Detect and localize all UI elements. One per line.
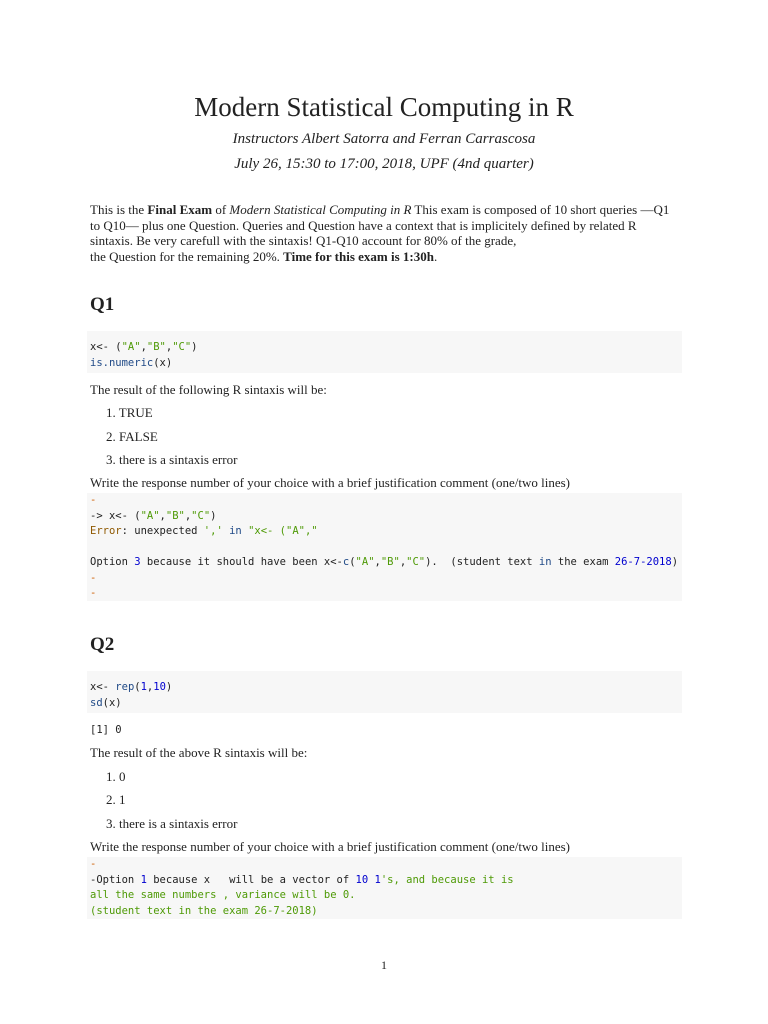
q1-option-2: 2. FALSE <box>106 429 158 444</box>
intro-paragraph: This is the Final Exam of Modern Statistical Computing in R This exam is composed of 10 short queries —Q1 to Q10— plus one Question. Queries and Question have a context that is implicitely defined by related R sintaxis. Be very carefull with the sintaxis! Q1-Q10 account for 80% of the grade, the Question for the remaining 20%. Time for this exam is 1:30h. <box>90 202 670 264</box>
q2-option-3: 3. there is a sintaxis error <box>106 816 238 831</box>
page-number: 1 <box>381 958 387 972</box>
instructors-line: Instructors Albert Satorra and Ferran Carrascosa <box>232 131 536 147</box>
q1-heading: Q1 <box>90 294 115 315</box>
q1-option-1: 1. TRUE <box>106 405 153 420</box>
q2-answer-block: - -Option 1 because x will be a vector of 10 1's, and because it is all the same numbers , variance will be 0. (student text in the exam 26-7-2018) <box>87 857 682 919</box>
q2-prompt: The result of the above R sintaxis will be: <box>90 745 308 760</box>
date-line: July 26, 15:30 to 17:00, 2018, UPF (4nd quarter) <box>234 156 534 172</box>
q2-output: [1] 0 <box>90 724 122 736</box>
document-title: Modern Statistical Computing in R <box>194 92 574 122</box>
q1-answer-block: - -> x<- ("A","B","C") Error: unexpected ',' in "x<- ("A"," Option 3 because it should have been x<-c("A","B","C"). (student text in the exam 26-7-2018) - - <box>87 493 682 601</box>
q1-prompt: The result of the following R sintaxis will be: <box>90 382 327 397</box>
q2-option-1: 1. 0 <box>106 769 126 784</box>
q1-code-block: x<- ("A","B","C") is.numeric(x) <box>87 331 682 373</box>
q1-option-3: 3. there is a sintaxis error <box>106 452 238 467</box>
q1-instruction: Write the response number of your choice with a brief justification comment (one/two lines) <box>90 475 570 490</box>
q2-option-2: 2. 1 <box>106 792 126 807</box>
q2-heading: Q2 <box>90 634 115 655</box>
q2-instruction: Write the response number of your choice with a brief justification comment (one/two lines) <box>90 839 570 854</box>
q2-code-block: x<- rep(1,10) sd(x) <box>87 671 682 713</box>
